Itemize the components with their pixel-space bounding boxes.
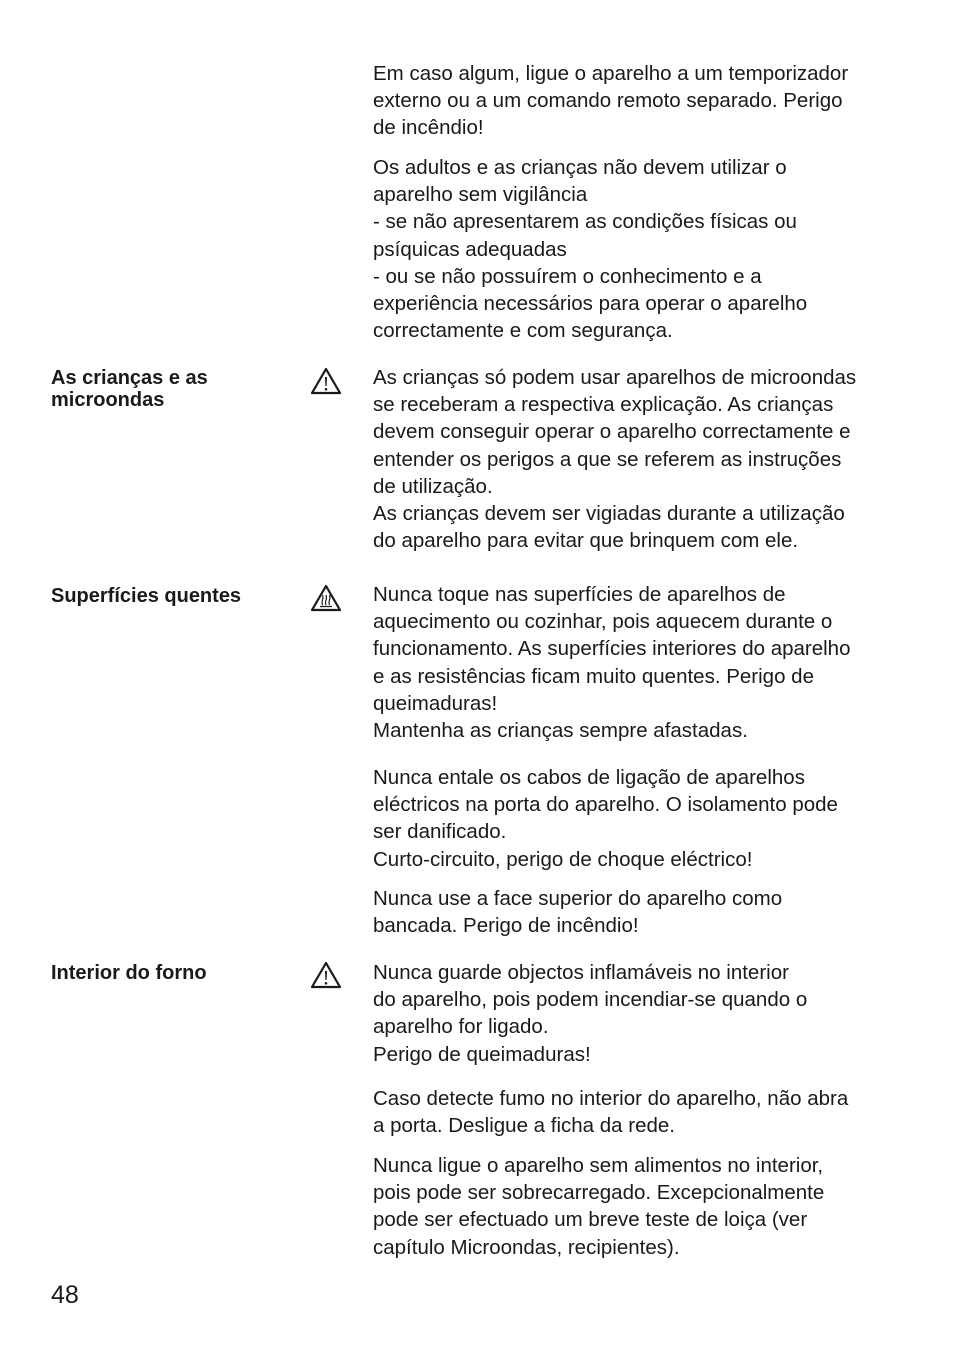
section-oven-paragraph-empty: Nunca ligue o aparelho sem alimentos no interior, pois pode ser sobrecarregado. Excepcionalmente pode ser efectuado um breve teste de loiça (ver capítulo Microondas, recipientes). [373,1154,825,1259]
hot-surface-warning-icon [309,583,343,613]
section-title-children: As crianças e as microondas [51,367,208,411]
warning-triangle-icon [309,366,343,396]
section-hot-surfaces-paragraph-top: Nunca use a face superior do aparelho como bancada. Perigo de incêndio! [373,887,783,938]
intro-paragraph-supervision: Os adultos e as crianças não devem utilizar o aparelho sem vigilância - se não apresentarem as condições físicas ou psíquicas adequadas - ou se não possuírem o conhecimento e a experiência necessários para operar o aparelho correctamente e com segurança. [373,156,808,343]
section-title-hot-surfaces: Superfícies quentes [51,585,242,607]
section-hot-surfaces-paragraph-cables: Nunca entale os cabos de ligação de aparelhos eléctricos na porta do aparelho. O isolamento pode ser danificado. Curto-circuito, perigo de choque eléctrico! [373,766,838,871]
section-children-paragraph: As crianças só podem usar aparelhos de microondas se receberam a respectiva explicação. As crianças devem conseguir operar o aparelho correctamente e entender os perigos a que se referem as instruções de utilização. As crianças devem ser vigiadas durante a utilização do aparelho para evitar que brinquem com ele. [373,366,857,553]
section-oven-paragraph-flammable: Nunca guarde objectos inflamáveis no interior do aparelho, pois podem incendiar-se quando o aparelho for ligado. Perigo de queimaduras! [373,961,808,1066]
section-hot-surfaces-paragraph-touch: Nunca toque nas superfícies de aparelhos de aquecimento ou cozinhar, pois aquecem durante o funcionamento. As superfícies interiores do aparelho e as resistências ficam muito quentes. Perigo de queimaduras! Mantenha as crianças sempre afastadas. [373,583,851,743]
warning-triangle-icon [309,960,343,990]
section-oven-paragraph-smoke: Caso detecte fumo no interior do aparelho, não abra a porta. Desligue a ficha da rede. [373,1087,849,1138]
page-number: 48 [51,1281,79,1309]
section-title-oven-interior: Interior do forno [51,962,207,984]
intro-paragraph-timer: Em caso algum, ligue o aparelho a um temporizador externo ou a um comando remoto separado. Perigo de incêndio! [373,62,849,140]
